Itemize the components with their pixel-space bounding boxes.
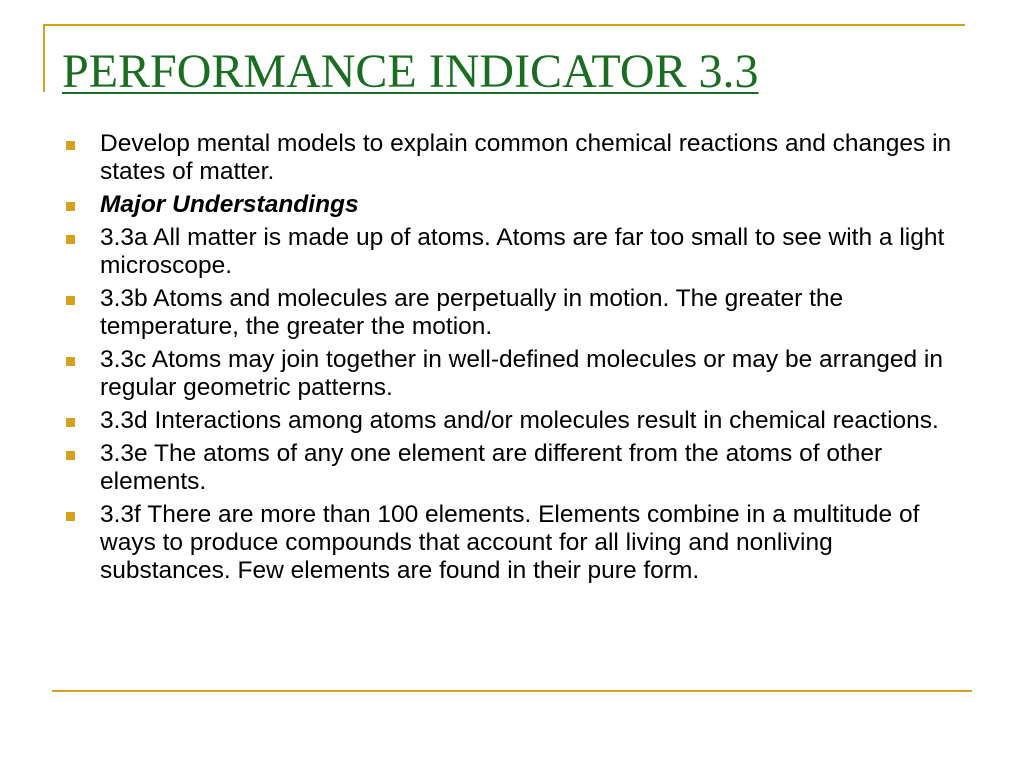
- slide-frame-bottom-line: [52, 690, 972, 692]
- bullet-item: [62, 501, 962, 585]
- square-bullet-icon: [66, 141, 75, 150]
- square-bullet-icon: [66, 235, 75, 244]
- bullet-item: [62, 191, 962, 219]
- bullet-text: 3.3e The atoms of any one element are different from the atoms of other elements.: [100, 440, 883, 495]
- bullet-item: [62, 407, 962, 435]
- bullet-item: [62, 224, 962, 280]
- bullet-item: [62, 285, 962, 341]
- square-bullet-icon: [66, 296, 75, 305]
- bullet-list: [62, 130, 962, 590]
- bullet-text: 3.3a All matter is made up of atoms. Atoms are far too small to see with a light microscope.: [100, 224, 945, 279]
- bullet-text: 3.3c Atoms may join together in well-defined molecules or may be arranged in regular geometric patterns.: [100, 346, 943, 401]
- bullet-text: 3.3d Interactions among atoms and/or molecules result in chemical reactions.: [100, 407, 939, 434]
- square-bullet-icon: [66, 418, 75, 427]
- square-bullet-icon: [66, 451, 75, 460]
- square-bullet-icon: [66, 202, 75, 211]
- bullet-text-heading: Major Understandings: [100, 191, 359, 218]
- slide-frame-vertical-line: [43, 24, 45, 92]
- bullet-item: [62, 130, 962, 186]
- bullet-item: [62, 346, 962, 402]
- bullet-text: Develop mental models to explain common chemical reactions and changes in states of matter.: [100, 130, 952, 185]
- square-bullet-icon: [66, 512, 75, 521]
- slide-title: PERFORMANCE INDICATOR 3.3: [62, 45, 759, 98]
- square-bullet-icon: [66, 357, 75, 366]
- bullet-text: 3.3f There are more than 100 elements. Elements combine in a multitude of ways to produce compounds that account for all living and nonliving substances. Few elements are found in their pure form.: [100, 501, 920, 584]
- bullet-text: 3.3b Atoms and molecules are perpetually in motion. The greater the temperature, the greater the motion.: [100, 285, 844, 340]
- slide-frame-top-line: [43, 24, 965, 26]
- bullet-item: [62, 440, 962, 496]
